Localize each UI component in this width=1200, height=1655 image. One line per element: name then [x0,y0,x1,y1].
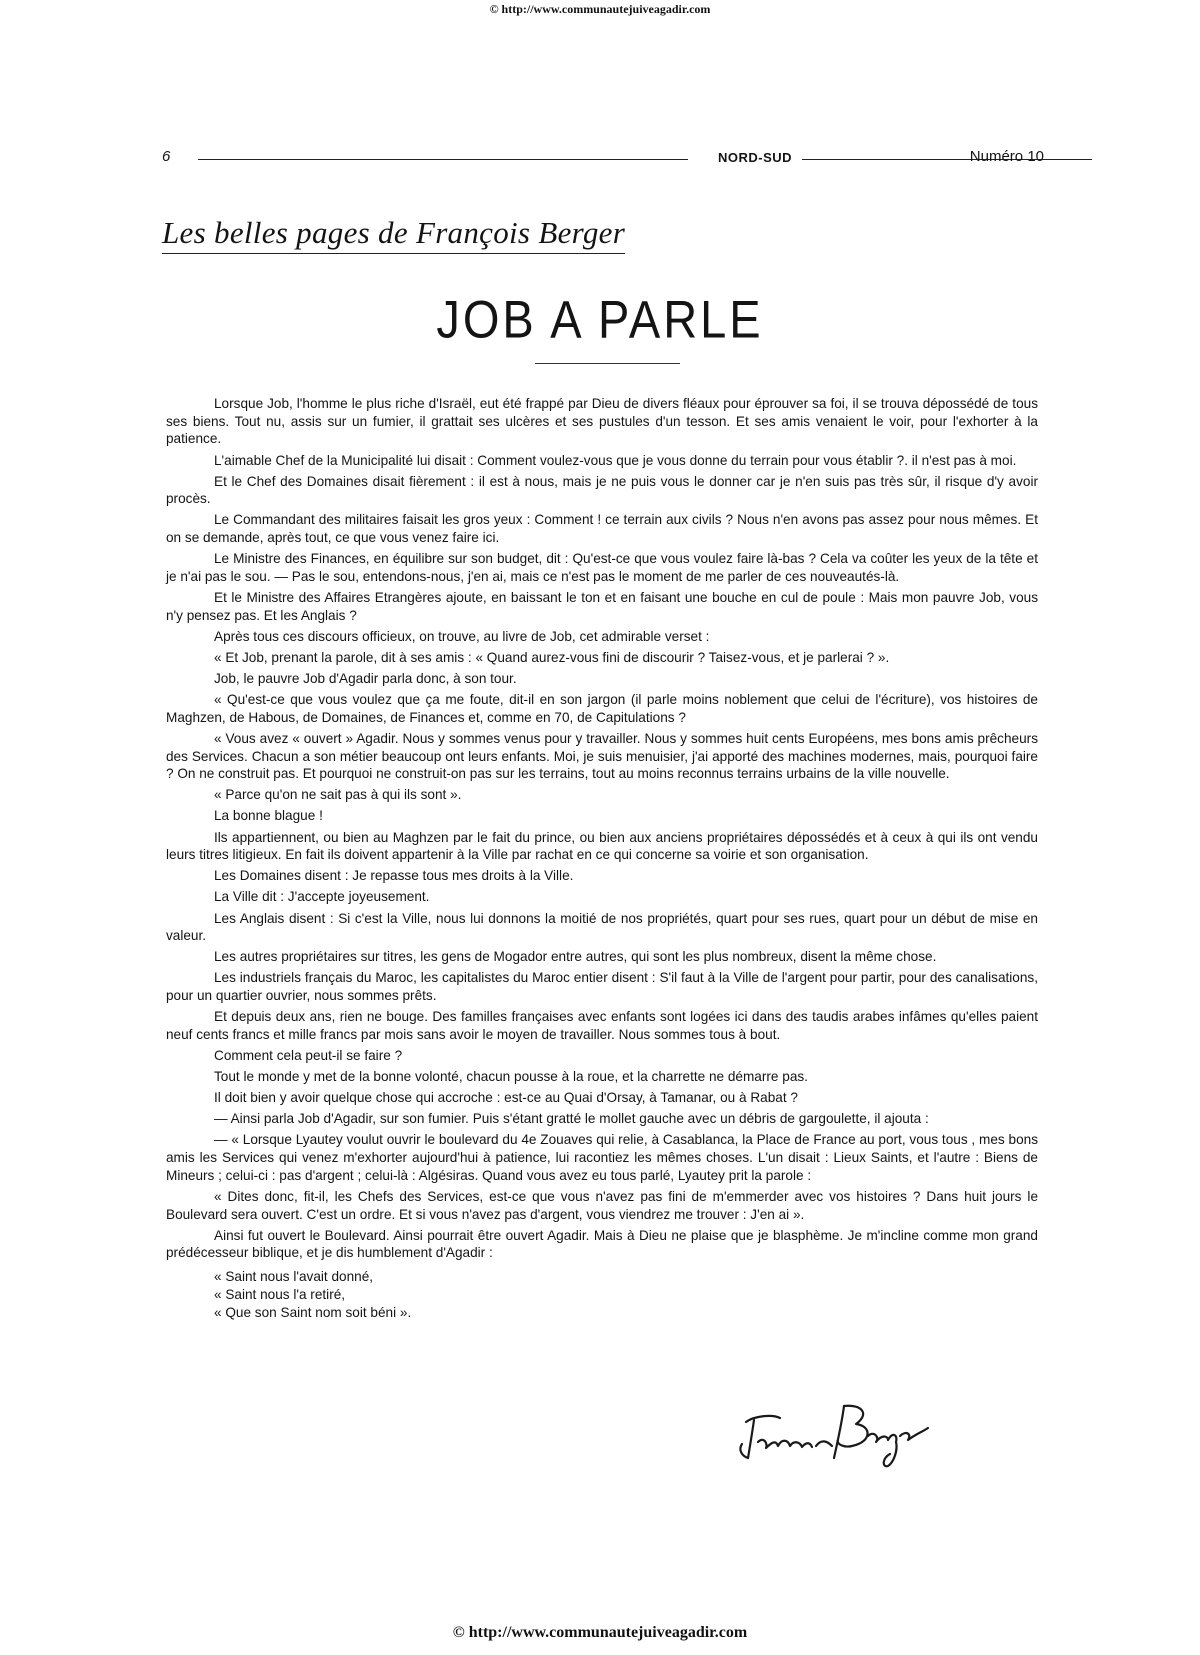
paragraph: Et le Chef des Domaines disait fièrement : il est à nous, mais je ne puis vous le donner car je n'en suis pas très sûr, il risque d'y avoir procès. [166,473,1038,507]
paragraph: Et le Ministre des Affaires Etrangères ajoute, en baissant le ton et en faisant une bouche en cul de poule : Mais mon pauvre Job, vous n'y pensez pas. Et les Anglais ? [166,589,1038,623]
title-rule [535,363,680,364]
paragraph: « Et Job, prenant la parole, dit à ses amis : « Quand aurez-vous fini de discourir ? Taisez-vous, et je parlerai ? ». [214,649,890,665]
source-url-top: © http://www.communautejuiveagadir.com [489,2,711,16]
paragraph: Il doit bien y avoir quelque chose qui accroche : est-ce au Quai d'Orsay, à Tamanar, ou à Rabat ? [214,1090,798,1106]
header-rule-right [802,159,1092,160]
paragraph: « Vous avez « ouvert » Agadir. Nous y sommes venus pour y travailler. Nous y sommes huit cents Européens, mes bons amis prêcheurs des Services. Chacun a son métier beaucoup ont leurs enfants. Moi, je suis menuisier, j'ai apporté des machines modernes, mais, pourquoi faire ? On ne construit pas. Et pourquoi ne construit-on pas sur les terrains, tout au moins reconnus terrains urbains de la ville nouvelle. [166,730,1038,782]
paragraph: Et depuis deux ans, rien ne bouge. Des familles françaises avec enfants sont logées ici dans des taudis arabes infâmes qu'elles paient neuf cents francs et mille francs par mois sans avoir le moyen de travailler. Nous sommes tous à bout. [166,1009,1038,1042]
issue-number: Numéro 10 [969,148,1044,165]
article-body [166,395,1038,1321]
paragraph: Job, le pauvre Job d'Agadir parla donc, à son tour. [214,670,517,686]
verse-line: « Que son Saint nom soit béni ». [214,1304,412,1320]
verse-line: « Saint nous l'a retiré, [214,1286,346,1302]
running-head [160,148,1044,170]
paragraph: « Qu'est-ce que vous voulez que ça me foute, dit-il en son jargon (il parle moins noblement que celui de l'écriture), vos histoires de Maghzen, de Habous, de Domaines, de Finances et, comme en 70, de Capitulations ? [166,692,1038,725]
author-signature [732,1392,932,1470]
paragraph: Ils appartiennent, ou bien au Maghzen par le fait du prince, ou bien aux anciens propriétaires dépossédés et à ceux à qui ils ont vendu leurs titres litigieux. En fait ils doivent appartenir à la Ville par rachat en ce qui concerne sa voirie et son organisation. [166,829,1038,863]
page-number: 6 [162,148,171,165]
paragraph: Le Commandant des militaires faisait les gros yeux : Comment ! ce terrain aux civils ? Nous n'en avons pas assez pour nous mêmes. Et on se demande, après tout, ce que vous venez faire ici. [166,512,1038,546]
source-url-bottom: © http://www.communautejuiveagadir.com [452,1624,748,1641]
paragraph: « Parce qu'on ne sait pas à qui ils sont ». [214,787,462,803]
paragraph: L'aimable Chef de la Municipalité lui disait : Comment voulez-vous que je vous donne du terrain pour vous établir ?. il n'est pas à moi. [214,452,1017,468]
paragraph: La bonne blague ! [214,808,323,824]
paragraph: Comment cela peut-il se faire ? [214,1048,403,1064]
paragraph: Les Anglais disent : Si c'est la Ville, nous lui donnons la moitié de nos propriétés, quart pour ses rues, quart pour un début de mise en valeur. [166,910,1038,944]
paragraph: Les industriels français du Maroc, les capitalistes du Maroc entier disent : S'il faut à la Ville de l'argent pour partir, pour des canalisations, pour un quartier ouvrier, nous sommes prêts. [166,970,1038,1004]
paragraph: Les Domaines disent : Je repasse tous mes droits à la Ville. [214,868,574,884]
paragraph: Tout le monde y met de la bonne volonté, chacun pousse à la roue, et la charrette ne démarre pas. [214,1069,808,1085]
paragraph: — Ainsi parla Job d'Agadir, sur son fumier. Puis s'étant gratté le mollet gauche avec un débris de gargoulette, il ajouta : [214,1111,929,1127]
series-title: Les belles pages de François Berger [162,215,625,254]
paragraph: Après tous ces discours officieux, on trouve, au livre de Job, cet admirable verset : [214,628,710,644]
paragraph: Lorsque Job, l'homme le plus riche d'Israël, eut été frappé par Dieu de divers fléaux pour éprouver sa foi, il se trouva dépossédé de tous ses biens. Tout nu, assis sur un fumier, il grattait ses ulcères et ses pustules d'un tesson. Et ses amis venaient le voir, pour l'exhorter à la patience. [166,396,1038,447]
paragraph: Le Ministre des Finances, en équilibre sur son budget, dit : Qu'est-ce que vous voulez faire là-bas ? Cela va coûter les yeux de la tête et je n'ai pas le sou. — Pas le sou, entendons-nous, j'en ai, mais ce n'est pas le moment de me parler de ces nouveautés-là. [166,551,1038,584]
article-title: JOB A PARLE [436,289,764,349]
paragraph: Les autres propriétaires sur titres, les gens de Mogador entre autres, qui sont les plus nombreux, disent la même chose. [214,949,937,965]
verse-line: « Saint nous l'avait donné, [214,1269,374,1285]
header-rule-left [198,159,688,160]
paragraph: La Ville dit : J'accepte joyeusement. [214,889,430,905]
paragraph: « Dites donc, fit-il, les Chefs des Services, est-ce que vous n'avez pas fini de m'emmerder avec vos histoires ? Dans huit jours le Boulevard sera ouvert. C'est un ordre. Et si vous n'avez pas d'argent, vous viendrez me trouver : J'en ai ». [166,1188,1038,1222]
paragraph: Ainsi fut ouvert le Boulevard. Ainsi pourrait être ouvert Agadir. Mais à Dieu ne plaise que je blasphème. Je m'incline comme mon grand prédécesseur biblique, et je dis humblement d'Agadir : [166,1227,1038,1261]
journal-name: NORD-SUD [718,150,793,165]
closing-verse [214,1268,1038,1321]
paragraph: — « Lorsque Lyautey voulut ouvrir le boulevard du 4e Zouaves qui relie, à Casablanca, la Place de France au port, vous tous , mes bons amis les Services qui venez m'exhorter aujourd'hui à patience, lui racontiez les mêmes choses. L'un disait : Lieux Saints, et l'autre : Biens de Mineurs ; celui-ci : pas d'argent ; celui-là : Algésiras. Quand vous avez eu tous parlé, Lyautey prit la parole : [166,1132,1038,1183]
